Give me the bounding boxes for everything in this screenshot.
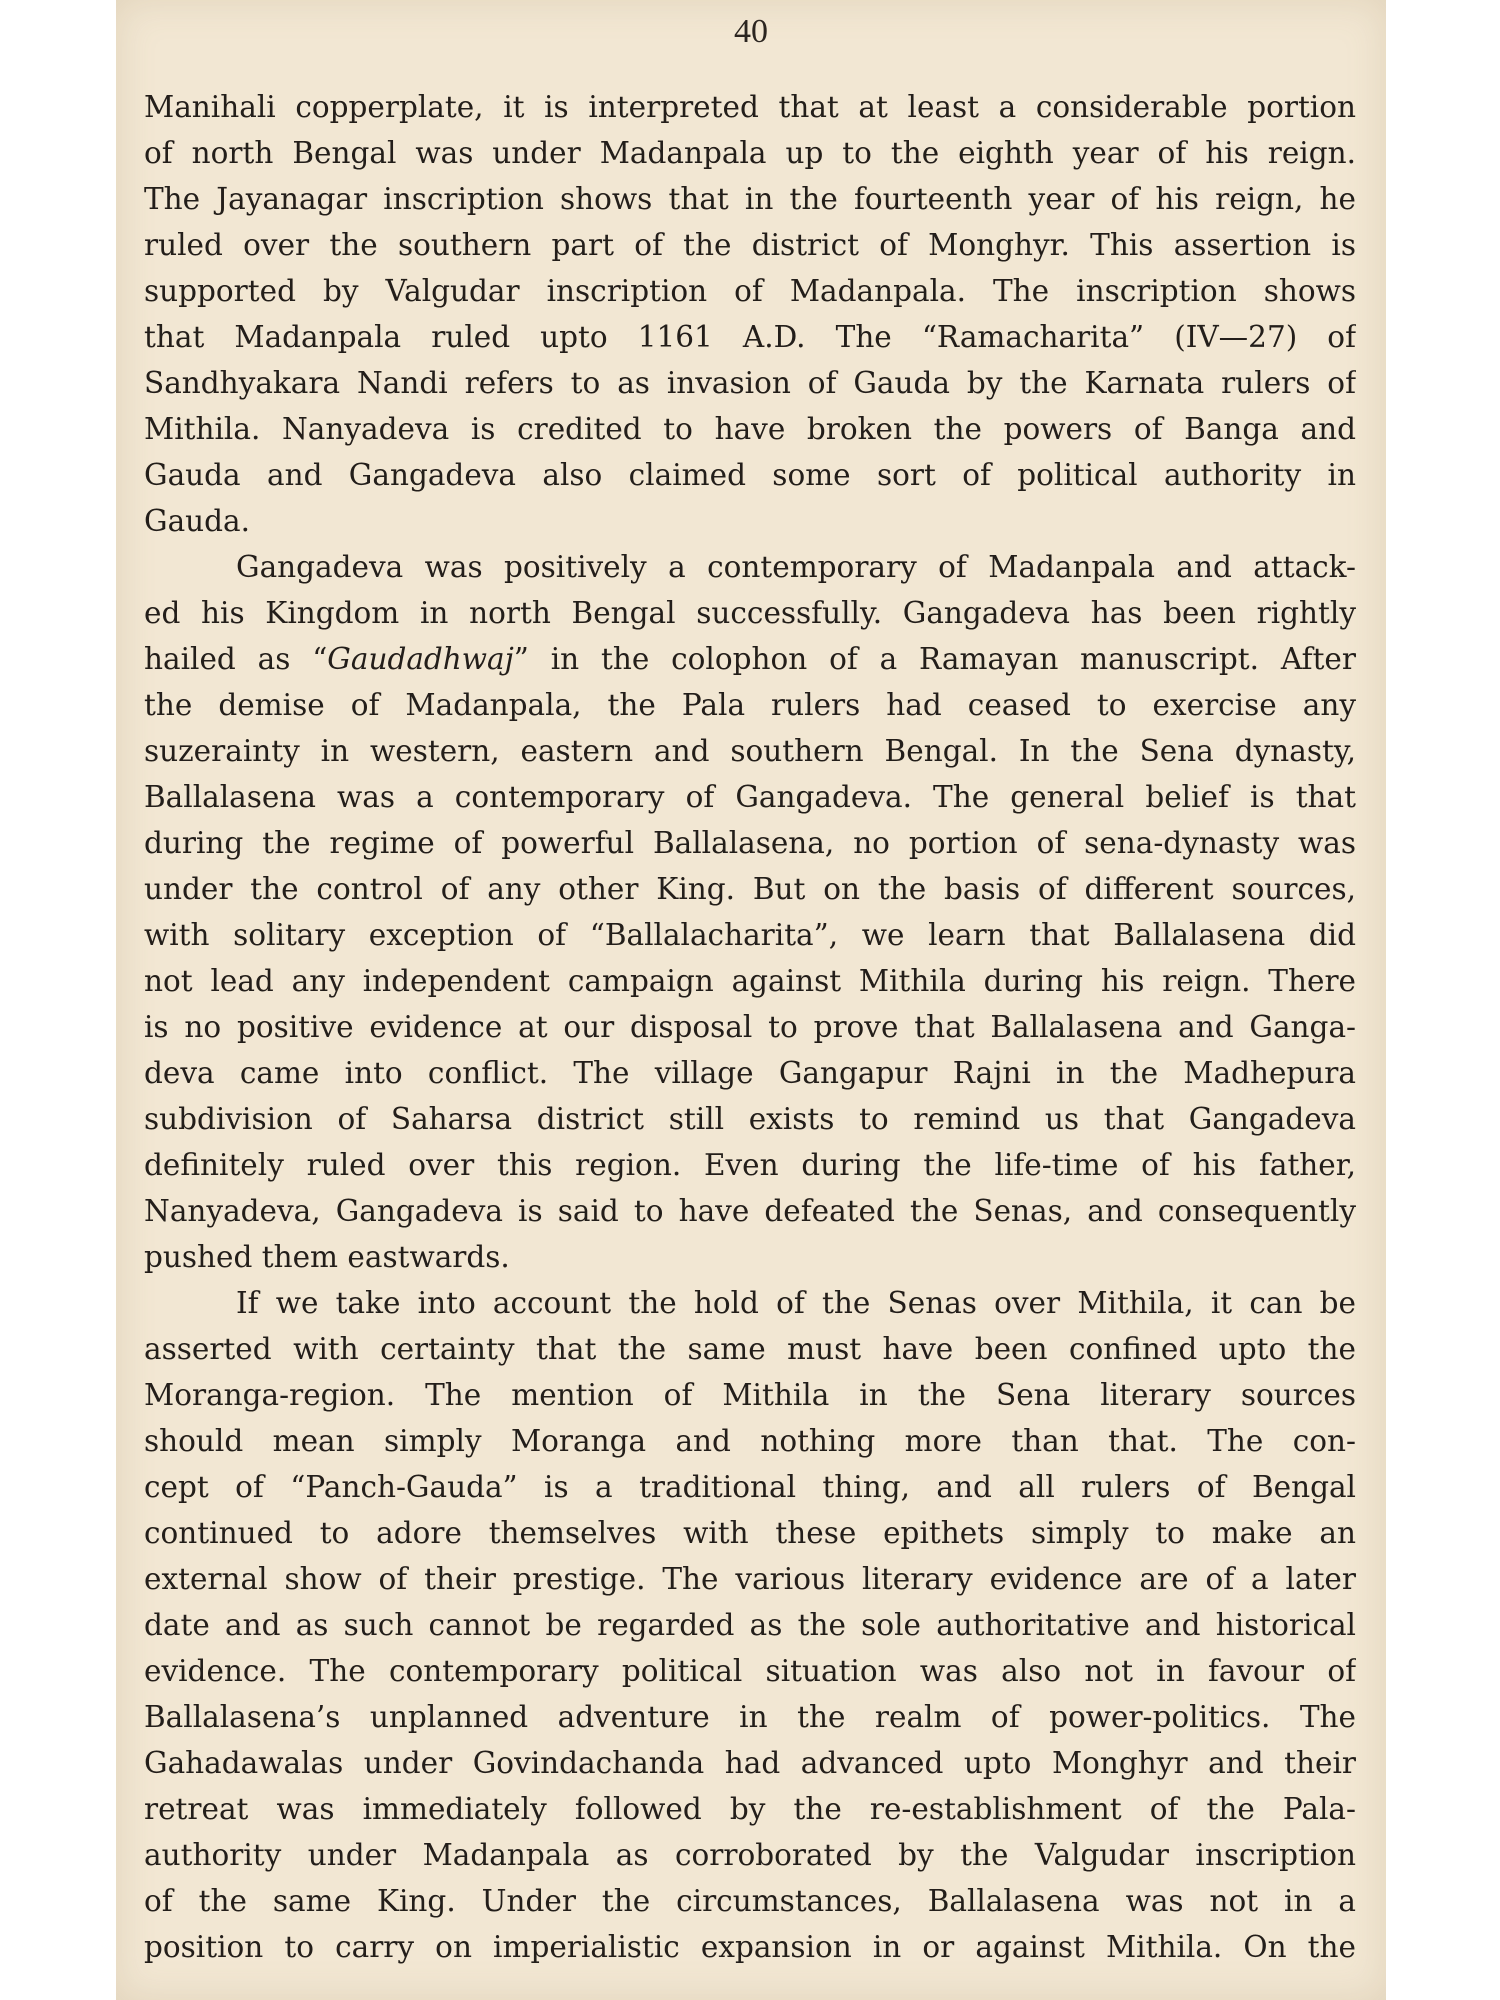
text-line: with solitary exception of “Ballalacharita”, we learn that Ballalasena did (144, 918, 1356, 952)
text-line: cept of “Panch-Gauda” is a traditional thing, and all rulers of Bengal (144, 1470, 1356, 1504)
text-line: Gauda and Gangadeva also claimed some sort of political authority in (144, 458, 1356, 492)
text-line: of the same King. Under the circumstances, Ballalasena was not in a (144, 1884, 1356, 1918)
text-line: Mithila. Nanyadeva is credited to have broken the powers of Banga and (144, 412, 1356, 446)
text-line: supported by Valgudar inscription of Madanpala. The inscription shows (144, 274, 1356, 308)
text-line: The Jayanagar inscription shows that in the fourteenth year of his reign, he (144, 182, 1356, 216)
text-line: Ballalasena’s unplanned adventure in the realm of power-politics. The (144, 1700, 1356, 1734)
text-line: deva came into conflict. The village Gangapur Rajni in the Madhepura (144, 1056, 1356, 1090)
text-line: should mean simply Moranga and nothing more than that. The con- (144, 1424, 1356, 1458)
text-line: of north Bengal was under Madanpala up to the eighth year of his reign. (144, 136, 1356, 170)
text-line: definitely ruled over this region. Even during the life-time of his father, (144, 1148, 1356, 1182)
text-line: under the control of any other King. But on the basis of different sources, (144, 872, 1356, 906)
text-line: during the regime of powerful Ballalasena, no portion of sena-dynasty was (144, 826, 1356, 860)
text-segment: hailed as “ (144, 642, 328, 676)
text-line: pushed them eastwards. (144, 1240, 510, 1274)
text-line: Ballalasena was a contemporary of Gangadeva. The general belief is that (144, 780, 1356, 814)
text-line: external show of their prestige. The various literary evidence are of a later (144, 1562, 1356, 1596)
text-line: continued to adore themselves with these epithets simply to make an (144, 1516, 1356, 1550)
text-line (144, 636, 1356, 682)
text-line: Gahadawalas under Govindachanda had advanced upto Monghyr and their (144, 1746, 1356, 1780)
text-line: that Madanpala ruled upto 1161 A.D. The “Ramacharita” (IV—27) of (144, 320, 1356, 354)
text-line: asserted with certainty that the same must have been confined upto the (144, 1332, 1356, 1366)
text-line: Sandhyakara Nandi refers to as invasion of Gauda by the Karnata rulers of (144, 366, 1356, 400)
text-line: not lead any independent campaign against Mithila during his reign. There (144, 964, 1356, 998)
italic-title: Gaudadhwaj (327, 642, 514, 676)
text-line: suzerainty in western, eastern and southern Bengal. In the Sena dynasty, (144, 734, 1356, 768)
book-page (116, 0, 1386, 2000)
text-line: subdivision of Saharsa district still exists to remind us that Gangadeva (144, 1102, 1356, 1136)
text-line: ed his Kingdom in north Bengal successfully. Gangadeva has been rightly (144, 596, 1356, 630)
text-line: Moranga-region. The mention of Mithila in the Sena literary sources (144, 1378, 1356, 1412)
text-line: date and as such cannot be regarded as the sole authoritative and historical (144, 1608, 1356, 1642)
text-segment: ” in the colophon of a Ramayan manuscript. After (513, 642, 1356, 676)
text-line: Gangadeva was positively a contemporary of Madanpala and attack- (236, 550, 1356, 584)
text-line: If we take into account the hold of the Senas over Mithila, it can be (236, 1286, 1356, 1320)
body-text (144, 84, 1356, 1970)
text-line: retreat was immediately followed by the re-establishment of the Pala- (144, 1792, 1356, 1826)
page-number: 40 (734, 13, 768, 50)
text-line: Gauda. (144, 504, 251, 538)
text-line: position to carry on imperialistic expansion in or against Mithila. On the (144, 1930, 1356, 1964)
text-line: ruled over the southern part of the district of Monghyr. This assertion is (144, 228, 1356, 262)
text-line: the demise of Madanpala, the Pala rulers had ceased to exercise any (144, 688, 1356, 722)
text-line: Manihali copperplate, it is interpreted that at least a considerable portion (144, 90, 1356, 124)
text-line: authority under Madanpala as corroborated by the Valgudar inscription (144, 1838, 1356, 1872)
text-line: evidence. The contemporary political situation was also not in favour of (144, 1654, 1356, 1688)
text-line: is no positive evidence at our disposal to prove that Ballalasena and Ganga- (144, 1010, 1356, 1044)
text-line: Nanyadeva, Gangadeva is said to have defeated the Senas, and consequently (144, 1194, 1356, 1228)
